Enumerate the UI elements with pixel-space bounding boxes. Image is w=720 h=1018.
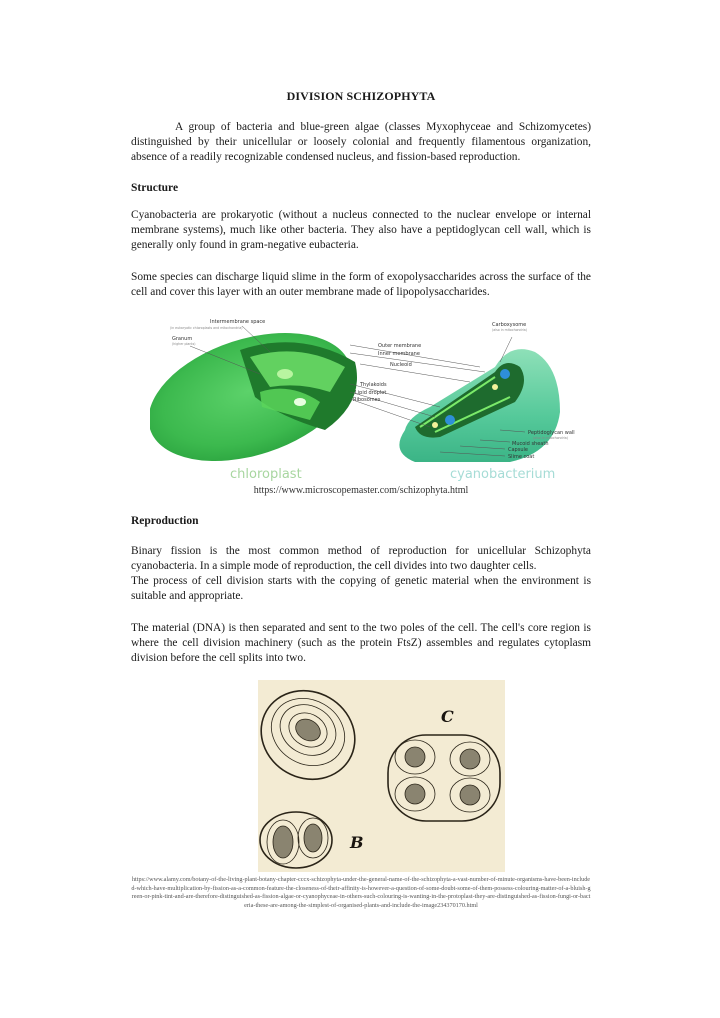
label-capsule: Capsule xyxy=(508,447,528,453)
label-peptidoglycan: Peptidoglycan wall xyxy=(528,430,575,436)
label-b: B xyxy=(350,833,364,852)
reproduction-paragraph-1b-text: The process of cell division starts with the copying of genetic material when the environment is suitable and appropriate. xyxy=(131,575,591,602)
label-granum: Granum xyxy=(172,336,193,342)
structure-heading: Structure xyxy=(131,182,179,194)
reproduction-paragraph-1 xyxy=(131,544,591,602)
label-carboxysome: Carboxysome xyxy=(492,322,527,328)
label-slime-coat: Slime coat xyxy=(508,454,535,460)
label-outer-membrane: Outer membrane xyxy=(378,343,422,349)
cell-a xyxy=(258,680,371,796)
label-carboxysome-sub: (also in mitochondria) xyxy=(492,328,527,332)
figure1-caption: https://www.microscopemaster.com/schizophyta.html xyxy=(253,485,469,496)
label-lipid-droplet: Lipid droplet xyxy=(355,390,387,396)
reproduction-heading: Reproduction xyxy=(131,515,199,527)
cell-b xyxy=(260,812,332,868)
figure2-caption: https://www.alamy.com/botany-of-the-living-plant-botany-chapter-cccx-schizophyta-under-the-general-name-of-the-schizophyta-a-vast-number-of-minute-organisms-have-been-included-which-have-multiplication-by-fission-as-a-common-feature-the-closeness-of-their-affinity-is-however-a-question-of-some-doubt-some-of-them-possess-colouring-matter-of-a-bluish-green-or-pink-tint-and-are-therefore-distinguished-as-fission-algae-or-cyanophyceae-in-others-such-colouring-is-wanting-in-the-protoplast-they-are-distinguished-as-fission-fungi-or-bacteria-these-are-among-the-simplest-of-organised-plants-and-include-the-image234370170.html xyxy=(131,876,591,909)
reproduction-paragraph-1-text: Binary fission is the most common method of reproduction for unicellular Schizophyta cyanobacteria. In a simple mode of reproduction, the cell divides into two daughter cells. xyxy=(131,545,591,572)
cell-c xyxy=(388,735,500,821)
page-title: DIVISION SCHIZOPHYTA xyxy=(286,89,436,103)
structure-paragraph-1: Cyanobacteria are prokaryotic (without a nucleus connected to the nuclear envelope or internal membrane systems), much like other bacteria. They also have a peptidoglycan cell wall, which is generally only found in gram-negative eubacteria. xyxy=(131,209,591,251)
label-chloroplast: chloroplast xyxy=(230,467,302,482)
binary-fission-sketch xyxy=(258,680,505,872)
label-peptidoglycan-sub: (also in mitochondria) xyxy=(533,436,568,440)
label-granum-sub: (higher plants) xyxy=(172,342,196,346)
chloroplast-cyanobacterium-figure xyxy=(150,312,580,484)
label-intermembrane-sub: (in eukaryotic chloroplasts and mitochondria) xyxy=(170,326,243,330)
label-c: C xyxy=(441,707,454,726)
label-inner-membrane: Inner membrane xyxy=(378,351,420,357)
label-nucleoid: Nucleoid xyxy=(390,362,412,368)
label-thylakoids: Thylakoids xyxy=(360,382,387,388)
structure-paragraph-2: Some species can discharge liquid slime in the form of exopolysaccharides across the surface of the cell and cover this layer with an outer membrane made of lipopolysaccharides. xyxy=(131,271,591,298)
label-intermembrane: Intermembrane space xyxy=(210,319,266,325)
label-cyanobacterium: cyanobacterium xyxy=(450,467,556,482)
label-ribosomes: Ribosomes xyxy=(353,397,381,403)
label-mucoid-sheath: Mucoid sheath xyxy=(512,441,549,447)
intro-paragraph: A group of bacteria and blue-green algae (classes Myxophyceae and Schizomycetes) distinguished by their unicellular or loosely colonial and frequently filamentous organization, absence of a readily recognizable condensed nucleus, and fission-based reproduction. xyxy=(131,121,591,163)
reproduction-paragraph-2: The material (DNA) is then separated and sent to the two poles of the cell. The cell's core region is where the cell division machinery (such as the protein FtsZ) assembles and regulates cytoplasm division before the cell splits into two. xyxy=(131,622,591,664)
